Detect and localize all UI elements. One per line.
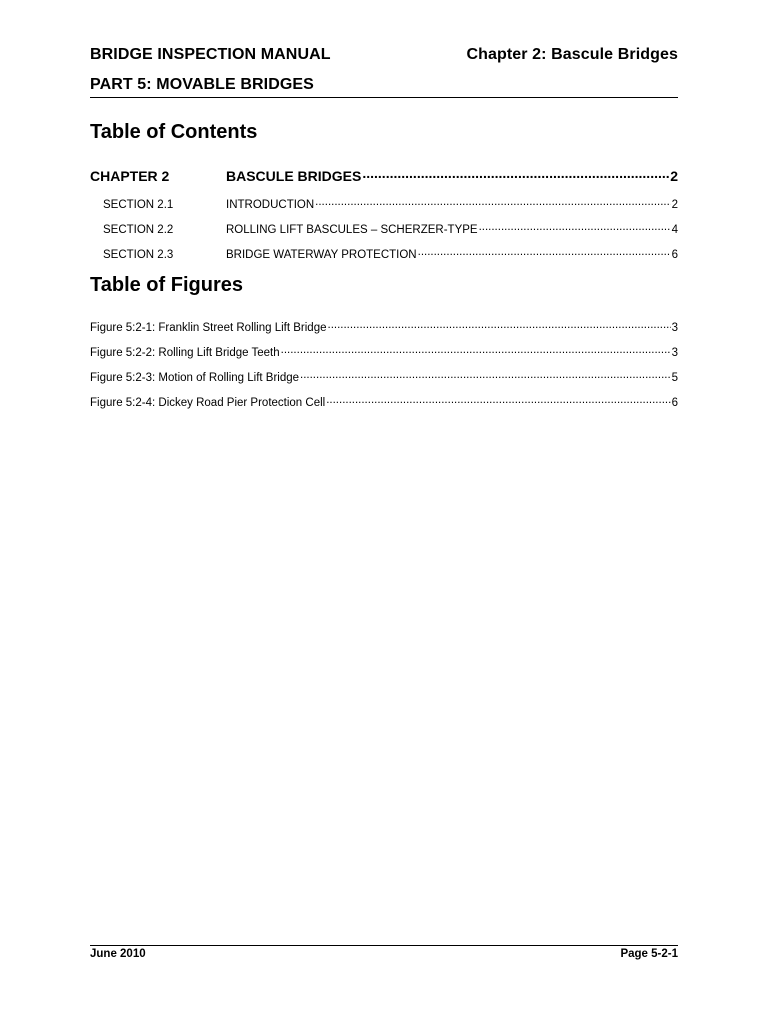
tof-figure-entry[interactable] [90,393,678,409]
toc-chapter-entry[interactable] [90,165,678,184]
tof-figure-text: Figure 5:2-4: Dickey Road Pier Protection Cell [90,397,326,409]
toc-section-page: 4 [671,224,678,236]
tof-figure-entry[interactable] [90,343,678,359]
toc-chapter-text: BASCULE BRIDGES [226,168,362,184]
dot-leader [300,368,671,381]
dot-leader [281,343,671,356]
footer-divider [90,945,678,946]
toc-section-label: SECTION 2.1 [103,199,174,211]
toc-section-entry[interactable] [90,245,678,261]
toc-section-text: ROLLING LIFT BASCULES – SCHERZER-TYPE [226,224,478,236]
tof-figure-entry[interactable] [90,318,678,334]
tof-figure-page: 5 [671,372,678,384]
dot-leader [326,393,670,406]
toc-chapter-label: CHAPTER 2 [90,168,170,184]
footer-page-number: Page 5-2-1 [620,948,678,960]
dot-leader [328,318,671,331]
toc-section-text: BRIDGE WATERWAY PROTECTION [226,249,417,261]
tof-figure-text: Figure 5:2-1: Franklin Street Rolling Lift Bridge [90,322,327,334]
toc-title: Table of Contents [90,121,258,143]
dot-leader [418,245,671,258]
part-title: PART 5: MOVABLE BRIDGES [90,76,314,93]
toc-section-page: 6 [671,249,678,261]
toc-chapter-page: 2 [670,168,678,184]
header-divider [90,97,678,98]
page-header-row-2 [90,76,678,94]
toc-section-text: INTRODUCTION [226,199,315,211]
toc-section-label: SECTION 2.2 [103,224,174,236]
toc-section-entry[interactable] [90,220,678,236]
dot-leader [362,165,669,181]
tof-figure-page: 3 [671,322,678,334]
dot-leader [315,195,670,208]
tof-title: Table of Figures [90,274,243,296]
manual-title: BRIDGE INSPECTION MANUAL [90,46,331,63]
tof-figure-page: 6 [671,397,678,409]
footer-date: June 2010 [90,948,146,960]
tof-figure-text: Figure 5:2-2: Rolling Lift Bridge Teeth [90,347,280,359]
tof-figure-page: 3 [671,347,678,359]
toc-section-label: SECTION 2.3 [103,249,174,261]
page-header-row-1 [90,46,678,64]
tof-figure-entry[interactable] [90,368,678,384]
tof-figure-text: Figure 5:2-3: Motion of Rolling Lift Bridge [90,372,300,384]
dot-leader [479,220,671,233]
page-footer [90,948,678,960]
chapter-title: Chapter 2: Bascule Bridges [466,46,678,63]
toc-section-entry[interactable] [90,195,678,211]
toc-section-page: 2 [671,199,678,211]
